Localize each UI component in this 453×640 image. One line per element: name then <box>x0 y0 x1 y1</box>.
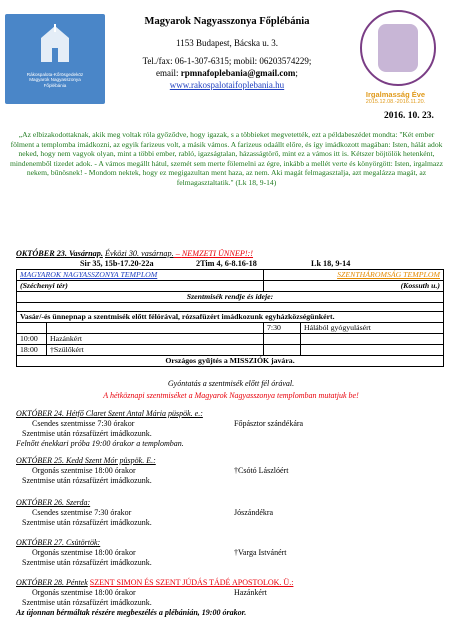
day-head-feast: SZENT SIMON ÉS SZENT JÚDÁS TÁDÉ APOSTOLOK. Ü.: <box>89 578 294 587</box>
mass-schedule-table <box>16 269 444 367</box>
confession-note: Gyóntatás a szentmisék előtt fél órával. <box>167 379 295 388</box>
day-head: OKTÓBER 26. Szerda: <box>16 498 91 507</box>
day-entry <box>16 456 446 486</box>
empty-cell <box>301 345 444 356</box>
email-prefix: email: <box>156 68 181 78</box>
logo-line: Főplébánia <box>43 82 67 88</box>
website-link[interactable]: www.rakospalotaifoplebania.hu <box>169 80 285 90</box>
day-entry <box>16 578 446 618</box>
mass-time: Csendes szentmisse 7:30 órakor <box>32 419 135 428</box>
mass-intention: Jószándékra <box>234 508 274 517</box>
table-row <box>17 323 444 334</box>
address: 1153 Budapest, Bácska u. 3. <box>176 38 278 48</box>
time-cell: 18:00 <box>17 345 47 356</box>
church-1-place: (Széchenyi tér) <box>17 281 264 292</box>
logo-line: Magyarok Nagyasszonya <box>29 77 81 83</box>
church-2-place: (Kossuth u.) <box>264 281 444 292</box>
reading-2: 2Tim 4, 6-8.16-18 <box>196 259 257 268</box>
day-head: OKTÓBER 24. Hétfő Claret Szent Antal Mária püspök. e.: <box>16 409 203 418</box>
sunday-separator: – <box>173 249 182 258</box>
intention-cell: Hálából gyógyulásért <box>301 323 444 334</box>
mercy-figure-icon <box>378 24 418 72</box>
time-cell: 10:00 <box>17 334 47 345</box>
table-row <box>17 345 444 356</box>
church-1: MAGYAROK NAGYASSZONYA TEMPLOM <box>17 270 264 281</box>
intention-cell: Hazánkért <box>47 334 264 345</box>
sunday-header <box>16 249 446 259</box>
sunday-name: Évközi 30. vasárnap. <box>104 249 174 258</box>
mass-intention: †Varga Istvánért <box>234 548 287 557</box>
spacer-row <box>17 303 444 312</box>
collection-note: Országos gyűjtés a MISSZIÓK javára. <box>17 356 444 367</box>
day-head-date: OKTÓBER 28. Péntek <box>16 578 88 587</box>
empty-cell <box>47 323 264 334</box>
rosary-line: Szentmise után rózsafüzért imádkozunk. <box>22 598 152 607</box>
day-head: OKTÓBER 27. Csütörtök: <box>16 538 101 547</box>
day-extra: Felnőtt énekkari próba 19:00 órakor a templomban. <box>16 439 184 448</box>
mass-time: Orgonás szentmise 18:00 órakor <box>32 548 136 557</box>
mass-time: Orgonás szentmise 18:00 órakor <box>32 588 136 597</box>
bulletin-date: 2016. 10. 23. <box>384 111 434 121</box>
rosary-line: Szentmise után rózsafüzért imádkozunk. <box>22 476 152 485</box>
email-line <box>112 67 342 79</box>
parish-header <box>112 16 342 91</box>
day-entry <box>16 498 446 528</box>
rosary-note: Vasár/-és ünnepnap a szentmisék előtt félórával, rózsafüzért imádkozunk egyházközségünkért. <box>17 312 444 323</box>
mercy-year-logo <box>360 10 436 86</box>
parish-title: Magyarok Nagyasszonya Főplébánia <box>144 16 310 27</box>
empty-cell <box>264 334 301 345</box>
reading-1: Sir 35, 15b-17.20-22a <box>80 259 154 268</box>
reading-3: Lk 18, 9-14 <box>311 259 351 268</box>
order-title: Szentmisék rendje és ideje: <box>17 292 444 303</box>
day-entry <box>16 409 446 449</box>
sunday-day: OKTÓBER 23. Vasárnap. <box>16 249 103 258</box>
rosary-line: Szentmise után rózsafüzért imádkozunk. <box>22 558 152 567</box>
mass-intention: Főpásztor szándékára <box>234 419 304 428</box>
parish-logo <box>5 14 105 104</box>
weekday-note: A hétköznapi szentmiséket a Magyarok Nagyasszonya templomban mutatjuk be! <box>103 391 359 400</box>
day-head <box>16 578 446 588</box>
logo-line: Rákospalota-Kőrösgedeköz <box>26 72 84 77</box>
table-row <box>17 334 444 345</box>
mass-intention: Hazánkért <box>234 588 267 597</box>
day-entry <box>16 538 446 568</box>
day-head: OKTÓBER 25. Kedd Szent Mór püspök. E.: <box>16 456 156 465</box>
empty-cell <box>301 334 444 345</box>
church-2: SZENTHÁROMSÁG TEMPLOM <box>264 270 444 281</box>
mass-time: Csendes szentmise 7:30 órakor <box>32 508 132 517</box>
mercy-title: Irgalmasság Éve <box>365 90 426 99</box>
intention-cell: †Szülőkért <box>47 345 264 356</box>
national-holiday: NEMZETI ÜNNEP!:! <box>181 249 254 258</box>
rosary-line: Szentmise után rózsafüzért imádkozunk. <box>22 429 152 438</box>
email-suffix: ; <box>295 68 298 78</box>
mercy-dates: 2015.12.08.-2016.11.20. <box>365 99 426 105</box>
empty-cell <box>17 323 47 334</box>
time-cell: 7:30 <box>264 323 301 334</box>
empty-cell <box>264 345 301 356</box>
day-extra: Az újonnan bérmáltak részére megbeszélés a plébánián, 19:00 órakor. <box>16 608 247 617</box>
mass-time: Orgonás szentmise 18:00 órakor <box>32 466 136 475</box>
church-icon <box>38 24 72 64</box>
rosary-line: Szentmise után rózsafüzért imádkozunk. <box>22 518 152 527</box>
gospel-quote: „Az elbizakodottaknak, akik meg voltak róla győződve, hogy igazak, s a többieket megvetették, ezt a példabeszédet mondta: "Két ember fölment a templomba imádkozni, az egyik farizeus volt, a másik vámos. A farizeus odaállt előre, és így imádkozott magában: Isten, hálát adok neked, hogy nem vagyok olyan, mint a többi ember, rabló, igazságtalan, házasságtörő, mint ez a vámos itt is. Kétszer böjtölök hetenként, mindenemből tizedet adok. - A vámos megállt hátul, szemét sem merte fölemelni az égre, inkább a mellét verte és könyörgött: Isten, irgalmazz nekem, bűnösnek! - Mondom nektek, hogy ez megigazultan ment haza, az nem. Aki magát felmagasztalja, azt megalázza magát, az felmagasztaltatik." (Lk 18, 9-14) <box>9 130 444 187</box>
email-address[interactable]: rpmnafoplebania@gmail.com <box>180 68 296 78</box>
phone: Tel./fax: 06-1-307-6315; mobil: 06203574229; <box>142 56 312 66</box>
mass-intention: †Csótó Lászlóért <box>234 466 289 475</box>
